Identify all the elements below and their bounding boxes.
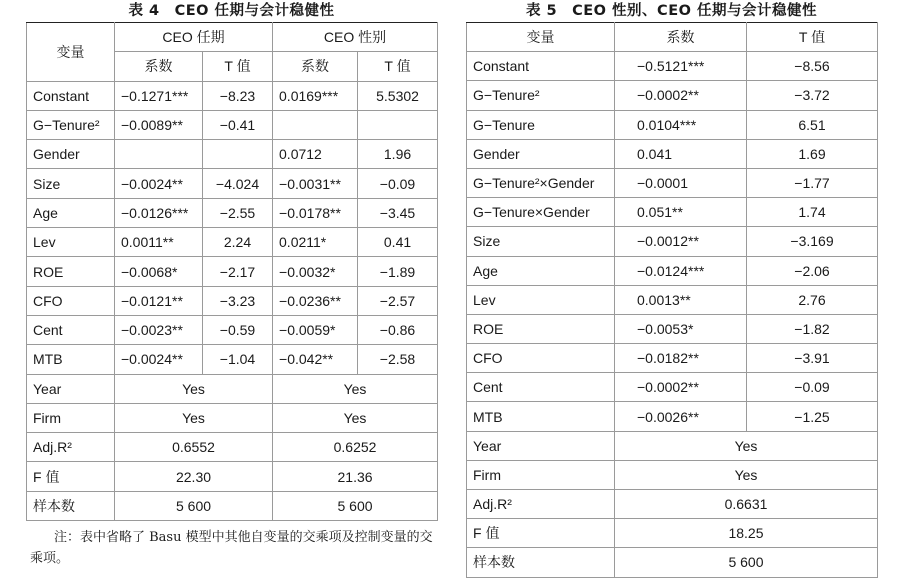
t-value-ceo-tenure: −2.55 bbox=[203, 198, 273, 227]
merged-value: Yes bbox=[615, 431, 878, 460]
t-value: −8.56 bbox=[747, 52, 878, 81]
row-variable: 样本数 bbox=[467, 548, 615, 577]
table-row bbox=[27, 169, 438, 198]
t-value: −1.77 bbox=[747, 168, 878, 197]
coef-ceo-gender: −0.0032* bbox=[273, 257, 358, 286]
t-value: −3.72 bbox=[747, 81, 878, 110]
merged-value-ceo-tenure: 0.6552 bbox=[115, 433, 273, 462]
coef-ceo-tenure: −0.0126*** bbox=[115, 198, 203, 227]
coef-ceo-gender: −0.0031** bbox=[273, 169, 358, 198]
table-row bbox=[467, 81, 878, 110]
table-row bbox=[467, 519, 878, 548]
table-row bbox=[467, 373, 878, 402]
coef-ceo-gender: −0.0236** bbox=[273, 286, 358, 315]
row-variable: Constant bbox=[467, 52, 615, 81]
merged-value-ceo-gender: Yes bbox=[273, 374, 438, 403]
table-row bbox=[27, 345, 438, 374]
t-value-ceo-gender: 0.41 bbox=[358, 228, 438, 257]
t-value: −1.25 bbox=[747, 402, 878, 431]
t-value-ceo-tenure: −4.024 bbox=[203, 169, 273, 198]
row-variable: G−Tenure² bbox=[467, 81, 615, 110]
t-value: 2.76 bbox=[747, 285, 878, 314]
row-variable: MTB bbox=[27, 345, 115, 374]
row-variable: F 值 bbox=[27, 462, 115, 491]
coef-value: −0.0001 bbox=[615, 168, 747, 197]
table4 bbox=[26, 22, 438, 521]
coef-ceo-tenure: −0.0068* bbox=[115, 257, 203, 286]
table-row bbox=[27, 462, 438, 491]
row-variable: ROE bbox=[467, 314, 615, 343]
table5-header-coef: 系数 bbox=[615, 23, 747, 52]
t-value-ceo-tenure: −1.04 bbox=[203, 345, 273, 374]
coef-ceo-tenure: −0.0121** bbox=[115, 286, 203, 315]
coef-ceo-gender: 0.0712 bbox=[273, 140, 358, 169]
table-row bbox=[27, 81, 438, 110]
t-value: 1.69 bbox=[747, 139, 878, 168]
table-row bbox=[27, 110, 438, 139]
table4-header-group2: CEO 性别 bbox=[273, 23, 438, 52]
row-variable: MTB bbox=[467, 402, 615, 431]
row-variable: Cent bbox=[467, 373, 615, 402]
table-row bbox=[467, 314, 878, 343]
coef-value: −0.0002** bbox=[615, 81, 747, 110]
coef-ceo-tenure: 0.0011** bbox=[115, 228, 203, 257]
table4-header-var: 变量 bbox=[27, 23, 115, 82]
row-variable: G−Tenure²×Gender bbox=[467, 168, 615, 197]
coef-ceo-gender: −0.0059* bbox=[273, 315, 358, 344]
row-variable: ROE bbox=[27, 257, 115, 286]
table5 bbox=[466, 22, 878, 578]
merged-value-ceo-tenure: Yes bbox=[115, 403, 273, 432]
t-value-ceo-tenure: −0.59 bbox=[203, 315, 273, 344]
table-row bbox=[27, 257, 438, 286]
coef-value: −0.0124*** bbox=[615, 256, 747, 285]
coef-ceo-tenure: −0.1271*** bbox=[115, 81, 203, 110]
coef-value: 0.051** bbox=[615, 198, 747, 227]
t-value: −3.169 bbox=[747, 227, 878, 256]
merged-value: 5 600 bbox=[615, 548, 878, 577]
table-row bbox=[467, 110, 878, 139]
coef-value: −0.0026** bbox=[615, 402, 747, 431]
table-row bbox=[27, 491, 438, 520]
coef-ceo-gender bbox=[273, 110, 358, 139]
table-row bbox=[467, 227, 878, 256]
table-row bbox=[467, 52, 878, 81]
row-variable: Adj.R² bbox=[467, 490, 615, 519]
row-variable: Age bbox=[27, 198, 115, 227]
coef-ceo-gender: −0.042** bbox=[273, 345, 358, 374]
t-value: −1.82 bbox=[747, 314, 878, 343]
table4-title: 表 4 CEO 任期与会计稳健性 bbox=[128, 3, 335, 19]
row-variable: CFO bbox=[27, 286, 115, 315]
row-variable: Year bbox=[27, 374, 115, 403]
coef-value: 0.0013** bbox=[615, 285, 747, 314]
table-row bbox=[467, 256, 878, 285]
row-variable: Firm bbox=[27, 403, 115, 432]
table-row bbox=[467, 460, 878, 489]
t-value-ceo-gender: −2.58 bbox=[358, 345, 438, 374]
t-value: −2.06 bbox=[747, 256, 878, 285]
table-row bbox=[467, 548, 878, 577]
row-variable: Size bbox=[27, 169, 115, 198]
merged-value-ceo-gender: 5 600 bbox=[273, 491, 438, 520]
t-value-ceo-gender: −1.89 bbox=[358, 257, 438, 286]
table5-header-t: T 值 bbox=[747, 23, 878, 52]
t-value-ceo-gender: −3.45 bbox=[358, 198, 438, 227]
table-row bbox=[27, 228, 438, 257]
t-value-ceo-gender: −2.57 bbox=[358, 286, 438, 315]
table-row bbox=[467, 490, 878, 519]
table-row bbox=[27, 403, 438, 432]
table-row bbox=[467, 402, 878, 431]
merged-value-ceo-gender: Yes bbox=[273, 403, 438, 432]
table-row bbox=[467, 285, 878, 314]
coef-value: −0.5121*** bbox=[615, 52, 747, 81]
coef-value: 0.0104*** bbox=[615, 110, 747, 139]
coef-value: −0.0053* bbox=[615, 314, 747, 343]
t-value-ceo-gender: 1.96 bbox=[358, 140, 438, 169]
row-variable: CFO bbox=[467, 344, 615, 373]
table4-header-group1: CEO 任期 bbox=[115, 23, 273, 52]
table-row bbox=[467, 139, 878, 168]
row-variable: Firm bbox=[467, 460, 615, 489]
t-value: 1.74 bbox=[747, 198, 878, 227]
coef-ceo-gender: 0.0169*** bbox=[273, 81, 358, 110]
table-row bbox=[27, 198, 438, 227]
t-value-ceo-gender bbox=[358, 110, 438, 139]
merged-value: 18.25 bbox=[615, 519, 878, 548]
table-row bbox=[27, 315, 438, 344]
t-value-ceo-gender: −0.86 bbox=[358, 315, 438, 344]
merged-value: Yes bbox=[615, 460, 878, 489]
coef-ceo-gender: 0.0211* bbox=[273, 228, 358, 257]
coef-ceo-tenure: −0.0089** bbox=[115, 110, 203, 139]
row-variable: Lev bbox=[27, 228, 115, 257]
merged-value-ceo-tenure: 5 600 bbox=[115, 491, 273, 520]
row-variable: Size bbox=[467, 227, 615, 256]
t-value-ceo-tenure: −2.17 bbox=[203, 257, 273, 286]
t-value: 6.51 bbox=[747, 110, 878, 139]
row-variable: G−Tenure×Gender bbox=[467, 198, 615, 227]
t-value: −0.09 bbox=[747, 373, 878, 402]
coef-value: −0.0002** bbox=[615, 373, 747, 402]
row-variable: 样本数 bbox=[27, 491, 115, 520]
coef-ceo-tenure: −0.0023** bbox=[115, 315, 203, 344]
t-value-ceo-tenure bbox=[203, 140, 273, 169]
merged-value-ceo-gender: 21.36 bbox=[273, 462, 438, 491]
row-variable: Gender bbox=[467, 139, 615, 168]
row-variable: F 值 bbox=[467, 519, 615, 548]
table-row bbox=[27, 374, 438, 403]
table-row bbox=[27, 433, 438, 462]
row-variable: Lev bbox=[467, 285, 615, 314]
coef-value: 0.041 bbox=[615, 139, 747, 168]
row-variable: Age bbox=[467, 256, 615, 285]
table-row bbox=[467, 431, 878, 460]
table4-note: 注：表中省略了 Basu 模型中其他自变量的交乘项及控制变量的交乘项。 bbox=[30, 530, 433, 567]
coef-value: −0.0182** bbox=[615, 344, 747, 373]
merged-value-ceo-tenure: Yes bbox=[115, 374, 273, 403]
row-variable: Gender bbox=[27, 140, 115, 169]
table-row bbox=[467, 168, 878, 197]
coef-ceo-tenure: −0.0024** bbox=[115, 345, 203, 374]
row-variable: Cent bbox=[27, 315, 115, 344]
row-variable: Constant bbox=[27, 81, 115, 110]
merged-value-ceo-tenure: 22.30 bbox=[115, 462, 273, 491]
t-value-ceo-gender: −0.09 bbox=[358, 169, 438, 198]
table5-header-var: 变量 bbox=[467, 23, 615, 52]
t-value-ceo-tenure: −8.23 bbox=[203, 81, 273, 110]
merged-value-ceo-gender: 0.6252 bbox=[273, 433, 438, 462]
coef-ceo-tenure: −0.0024** bbox=[115, 169, 203, 198]
coef-ceo-tenure bbox=[115, 140, 203, 169]
t-value: −3.91 bbox=[747, 344, 878, 373]
table4-header-coef1: 系数 bbox=[115, 52, 203, 81]
table4-header-t1: T 值 bbox=[203, 52, 273, 81]
table5-title: 表 5 CEO 性别、CEO 任期与会计稳健性 bbox=[526, 3, 817, 19]
table-row bbox=[467, 198, 878, 227]
coef-ceo-gender: −0.0178** bbox=[273, 198, 358, 227]
t-value-ceo-tenure: −3.23 bbox=[203, 286, 273, 315]
table5-panel bbox=[466, 0, 877, 578]
table-row bbox=[467, 344, 878, 373]
row-variable: G−Tenure bbox=[467, 110, 615, 139]
table4-header-coef2: 系数 bbox=[273, 52, 358, 81]
t-value-ceo-gender: 5.5302 bbox=[358, 81, 438, 110]
table-row bbox=[27, 286, 438, 315]
table4-header-t2: T 值 bbox=[358, 52, 438, 81]
t-value-ceo-tenure: −0.41 bbox=[203, 110, 273, 139]
table4-panel bbox=[26, 0, 437, 569]
row-variable: G−Tenure² bbox=[27, 110, 115, 139]
row-variable: Year bbox=[467, 431, 615, 460]
row-variable: Adj.R² bbox=[27, 433, 115, 462]
t-value-ceo-tenure: 2.24 bbox=[203, 228, 273, 257]
merged-value: 0.6631 bbox=[615, 490, 878, 519]
table-row bbox=[27, 140, 438, 169]
coef-value: −0.0012** bbox=[615, 227, 747, 256]
